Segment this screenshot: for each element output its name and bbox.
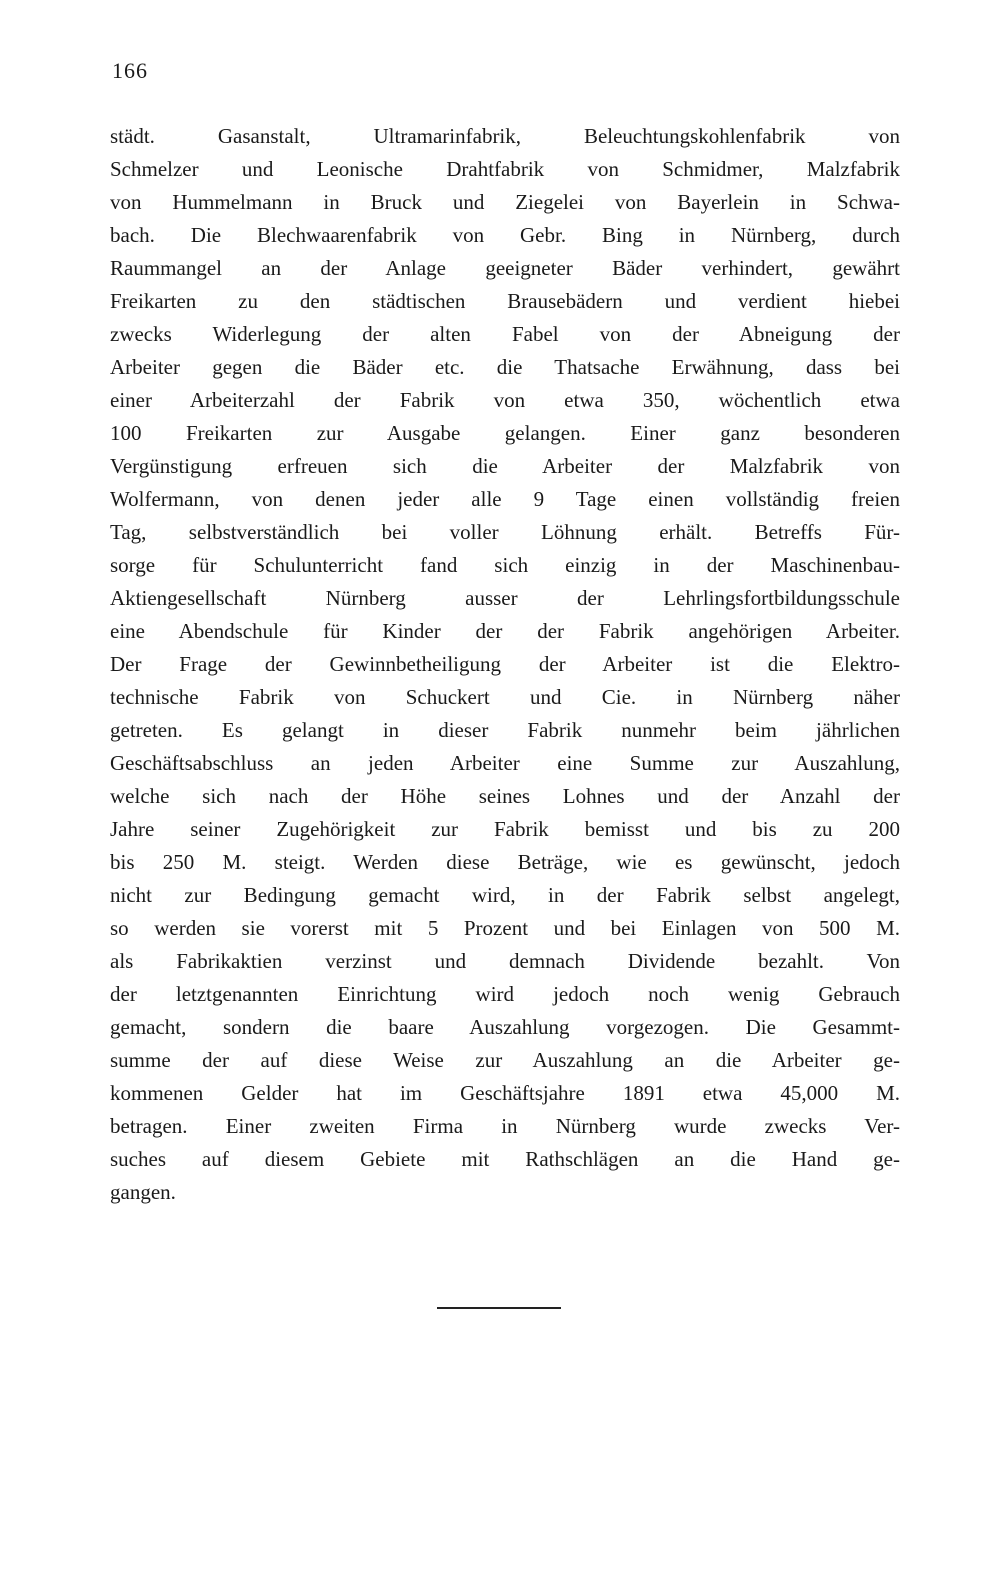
text-line: städt. Gasanstalt, Ultramarinfabrik, Beleuchtungskohlenfabrik von <box>110 124 900 148</box>
text-line: einer Arbeiterzahl der Fabrik von etwa 350, wöchentlich etwa <box>110 388 900 412</box>
text-line: Geschäftsabschluss an jeden Arbeiter eine Summe zur Auszahlung, <box>110 751 900 775</box>
text-line: gangen. <box>110 1180 176 1204</box>
text-line: Wolfermann, von denen jeder alle 9 Tage einen vollständig freien <box>110 487 900 511</box>
text-line: Vergünstigung erfreuen sich die Arbeiter der Malzfabrik von <box>110 454 900 478</box>
text-line: Arbeiter gegen die Bäder etc. die Thatsache Erwähnung, dass bei <box>110 355 900 379</box>
text-line: Schmelzer und Leonische Drahtfabrik von Schmidmer, Malzfabrik <box>110 157 900 181</box>
text-line: technische Fabrik von Schuckert und Cie. in Nürnberg näher <box>110 685 900 709</box>
text-line: suches auf diesem Gebiete mit Rathschlägen an die Hand ge- <box>110 1147 900 1171</box>
text-line: betragen. Einer zweiten Firma in Nürnberg wurde zwecks Ver- <box>110 1114 900 1138</box>
text-line: sorge für Schulunterricht fand sich einzig in der Maschinenbau- <box>110 553 900 577</box>
text-line: von Hummelmann in Bruck und Ziegelei von Bayerlein in Schwa- <box>110 190 900 214</box>
text-line: der letztgenannten Einrichtung wird jedoch noch wenig Gebrauch <box>110 982 900 1006</box>
text-line: summe der auf diese Weise zur Auszahlung an die Arbeiter ge- <box>110 1048 900 1072</box>
text-line: zwecks Widerlegung der alten Fabel von der Abneigung der <box>110 322 900 346</box>
text-line: Raummangel an der Anlage geeigneter Bäder verhindert, gewährt <box>110 256 900 280</box>
text-line: so werden sie vorerst mit 5 Prozent und bei Einlagen von 500 M. <box>110 916 900 940</box>
text-line: bach. Die Blechwaarenfabrik von Gebr. Bing in Nürnberg, durch <box>110 223 900 247</box>
text-line: nicht zur Bedingung gemacht wird, in der Fabrik selbst angelegt, <box>110 883 900 907</box>
section-divider <box>437 1307 561 1309</box>
text-line: als Fabrikaktien verzinst und demnach Dividende bezahlt. Von <box>110 949 900 973</box>
text-line: bis 250 M. steigt. Werden diese Beträge, wie es gewünscht, jedoch <box>110 850 900 874</box>
text-line: Jahre seiner Zugehörigkeit zur Fabrik bemisst und bis zu 200 <box>110 817 900 841</box>
text-line: Aktiengesellschaft Nürnberg ausser der Lehrlingsfortbildungsschule <box>110 586 900 610</box>
page-number: 166 <box>112 58 148 83</box>
text-line: welche sich nach der Höhe seines Lohnes und der Anzahl der <box>110 784 900 808</box>
text-line: Freikarten zu den städtischen Brausebädern und verdient hiebei <box>110 289 900 313</box>
body-text <box>110 120 900 1209</box>
text-line: eine Abendschule für Kinder der der Fabrik angehörigen Arbeiter. <box>110 619 900 643</box>
text-line: Der Frage der Gewinnbetheiligung der Arbeiter ist die Elektro- <box>110 652 900 676</box>
text-line: 100 Freikarten zur Ausgabe gelangen. Einer ganz besonderen <box>110 421 900 445</box>
text-line: kommenen Gelder hat im Geschäftsjahre 1891 etwa 45,000 M. <box>110 1081 900 1105</box>
text-line: gemacht, sondern die baare Auszahlung vorgezogen. Die Gesammt- <box>110 1015 900 1039</box>
text-line: Tag, selbstverständlich bei voller Löhnung erhält. Betreffs Für- <box>110 520 900 544</box>
text-line: getreten. Es gelangt in dieser Fabrik nunmehr beim jährlichen <box>110 718 900 742</box>
